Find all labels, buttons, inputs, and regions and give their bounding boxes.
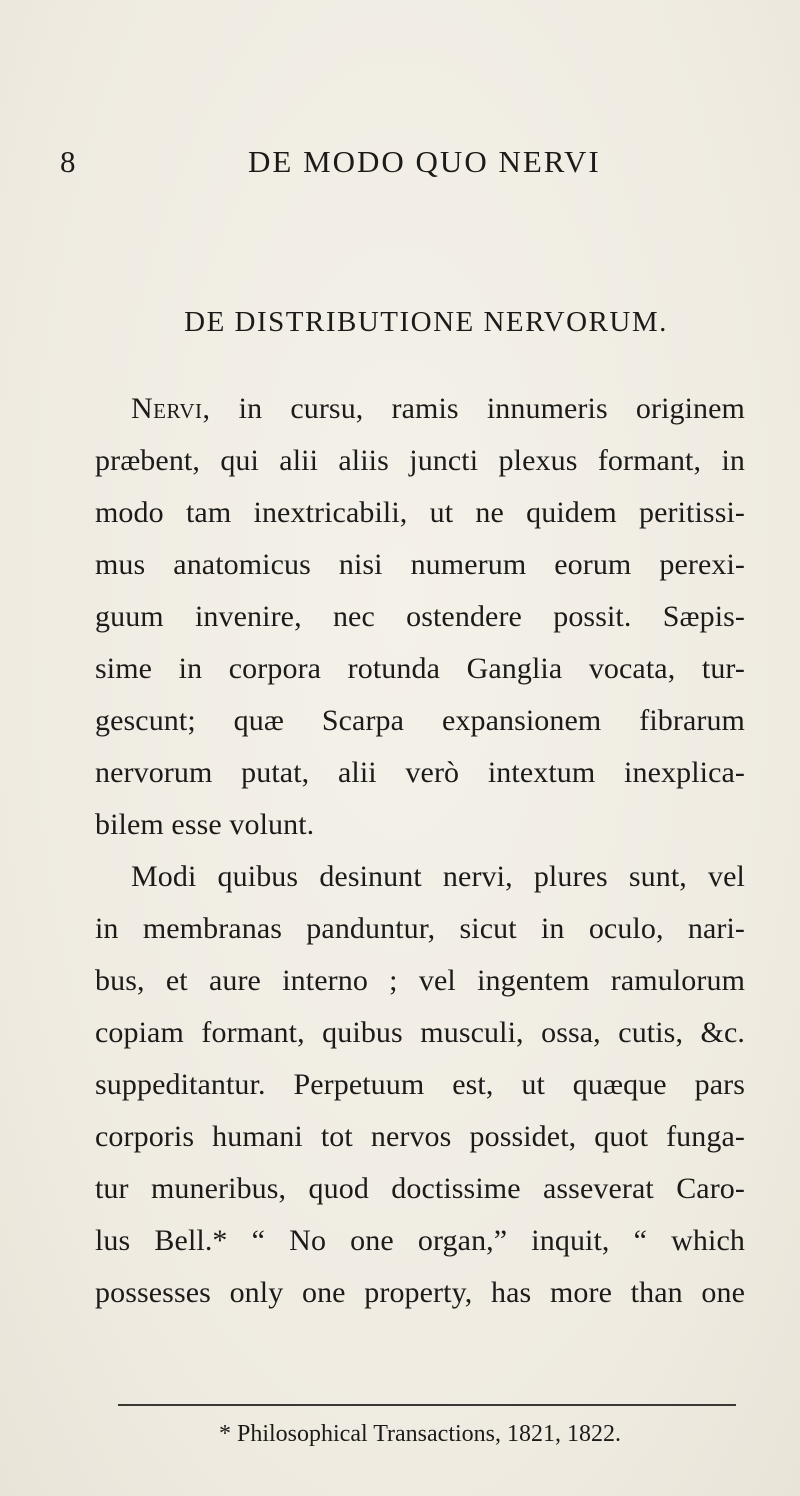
text-line-6: sime in corpora rotunda Ganglia vocata, tur- bbox=[95, 652, 745, 685]
text-line-4: mus anatomicus nisi numerum eorum perexi- bbox=[95, 548, 745, 581]
text-line-1 bbox=[95, 383, 745, 435]
footnote: * Philosophical Transactions, 1821, 1822. bbox=[218, 1421, 621, 1447]
page-header bbox=[60, 140, 720, 184]
text-line-1-rest: in cursu, ramis innumeris originem bbox=[210, 392, 745, 425]
text-line-13: copiam formant, quibus musculi, ossa, cutis, &c. bbox=[95, 1016, 745, 1049]
text-line-16: tur muneribus, quod doctissime asseverat Caro- bbox=[95, 1172, 745, 1205]
text-line-14: suppeditantur. Perpetuum est, ut quæque pars bbox=[95, 1068, 745, 1101]
body-text bbox=[95, 383, 745, 1319]
text-line-3: modo tam inextricabili, ut ne quidem peritissi- bbox=[95, 496, 745, 529]
text-line-12: bus, et aure interno ; vel ingentem ramulorum bbox=[95, 964, 745, 997]
section-title: DE DISTRIBUTIONE NERVORUM. bbox=[184, 306, 668, 338]
first-word: Nervi, bbox=[131, 392, 211, 425]
text-line-18: possesses only one property, has more than one bbox=[95, 1276, 745, 1309]
running-head: DE MODO QUO NERVI bbox=[248, 144, 601, 179]
text-line-10: Modi quibus desinunt nervi, plures sunt, vel bbox=[131, 860, 745, 893]
text-line-9: bilem esse volunt. bbox=[95, 808, 315, 841]
text-line-17: lus Bell.* “ No one organ,” inquit, “ which bbox=[95, 1224, 745, 1257]
text-line-8: nervorum putat, alii verò intextum inexplica- bbox=[95, 756, 745, 789]
text-line-2: præbent, qui alii aliis juncti plexus formant, in bbox=[95, 444, 745, 477]
page-number: 8 bbox=[60, 144, 77, 179]
text-line-5: guum invenire, nec ostendere possit. Sæpis- bbox=[95, 600, 745, 633]
text-line-15: corporis humani tot nervos possidet, quot funga- bbox=[95, 1120, 745, 1153]
text-line-11: in membranas panduntur, sicut in oculo, nari- bbox=[95, 912, 745, 945]
text-line-7: gescunt; quæ Scarpa expansionem fibrarum bbox=[95, 704, 745, 737]
footnote-divider bbox=[118, 1404, 736, 1406]
